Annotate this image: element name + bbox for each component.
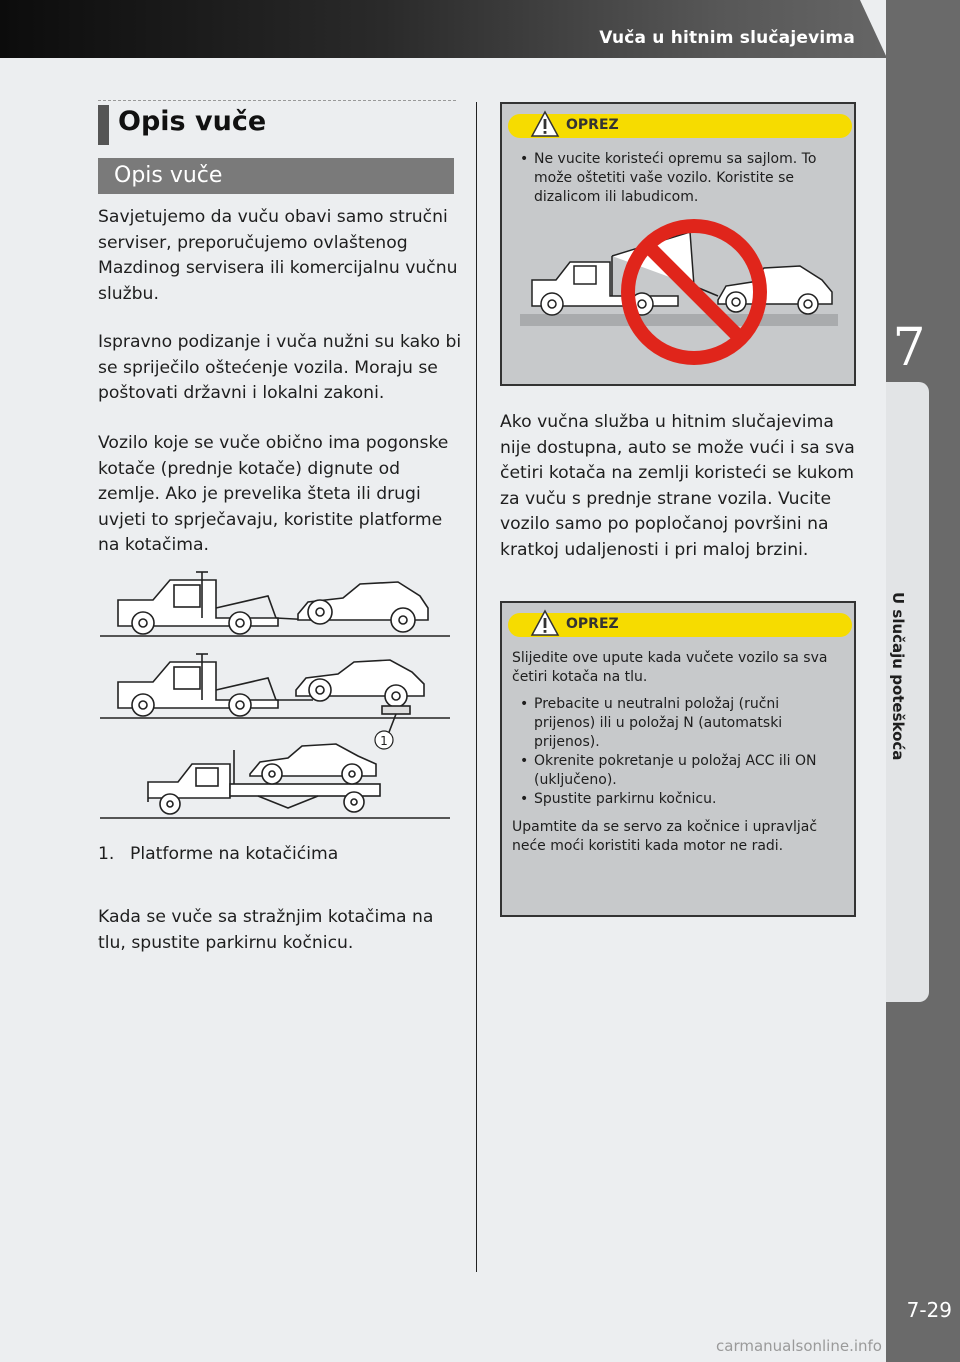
svg-text:1: 1 <box>380 734 388 748</box>
no-cable-towing-illustration <box>520 216 838 384</box>
header-notch <box>860 0 887 58</box>
paragraph-1: Savjetujemo da vuču obavi samo stručni serviser, preporučujemo ovlaštenog Mazdinog servisera ili komercijalnu vučnu službu. <box>98 207 458 304</box>
caution-item: • Ne vucite koristeći opremu sa sajlom. To može oštetiti vaše vozilo. Koristite se dizalicom ili labudicom. <box>512 150 844 207</box>
caution-list <box>512 150 844 207</box>
tow-truck-flatbed <box>100 744 450 818</box>
figure-caption <box>98 844 338 864</box>
caution-box-1 <box>500 102 856 386</box>
paragraph-right-1: Ako vučna služba u hitnim slučajevima nije dostupna, auto se može vući i sa sva četiri kotača na zemlji koristeći se kukom za vuču s prednje strane vozila. Vucite vozilo samo po popločanoj površini na kratkoj udaljenosti i pri maloj brzini. <box>500 412 855 560</box>
caution-list <box>512 695 844 809</box>
caution-body <box>512 649 844 856</box>
caution-header <box>508 114 852 138</box>
tow-truck-wheel-lift <box>100 572 450 636</box>
warning-triangle-icon <box>530 110 560 138</box>
caption-number: 1. <box>98 844 115 864</box>
heading-bar <box>98 105 109 145</box>
page-number: 7-29 <box>906 1298 952 1322</box>
callout-1 <box>375 731 393 749</box>
watermark: carmanualsonline.info <box>716 1337 882 1355</box>
header-bar <box>0 0 960 58</box>
caution-header <box>508 613 852 637</box>
section-heading <box>98 100 456 147</box>
caution-item: • Okrenite pokretanje u položaj ACC ili ON (uključeno). <box>512 752 844 790</box>
column-divider <box>476 102 477 1272</box>
caution-outro: Upamtite da se servo za kočnice i upravljač neće moći koristiti kada motor ne radi. <box>512 819 818 854</box>
paragraph-2: Ispravno podizanje i vuča nužni su kako bi se spriječilo oštećenje vozila. Moraju se poštovati državni i lokalni zakoni. <box>98 332 462 403</box>
chapter-title: U slučaju poteškoća <box>889 592 907 761</box>
paragraph-3: Vozilo koje se vuče obično ima pogonske kotače (prednje kotače) dignute od zemlje. Ako je prevelika šteta ili drugi uvjeti to sprječavaju, koristite platforme na kotačima. <box>98 433 449 555</box>
caution-title: OPREZ <box>566 117 619 133</box>
caution-box-2 <box>500 601 856 917</box>
paragraph-4: Kada se vuče sa stražnjim kotačima na tlu, spustite parkirnu kočnicu. <box>98 907 434 953</box>
caution-item: • Prebacite u neutralni položaj (ručni prijenos) ili u položaj N (automatski prijenos). <box>512 695 844 752</box>
warning-triangle-icon <box>530 609 560 637</box>
caution-intro: Slijedite ove upute kada vučete vozilo sa sva četiri kotača na tlu. <box>512 650 828 685</box>
caution-title: OPREZ <box>566 616 619 632</box>
section-title: Vuča u hitnim slučajevima <box>599 28 855 48</box>
chapter-number: 7 <box>892 318 926 378</box>
towing-methods-illustration <box>98 568 454 830</box>
subheading: Opis vuče <box>98 158 454 194</box>
caption-text: Platforme na kotačićima <box>130 844 339 864</box>
heading-text: Opis vuče <box>118 106 267 137</box>
tow-truck-wheel-dollies <box>100 654 450 740</box>
caution-item: • Spustite parkirnu kočnicu. <box>512 790 844 809</box>
